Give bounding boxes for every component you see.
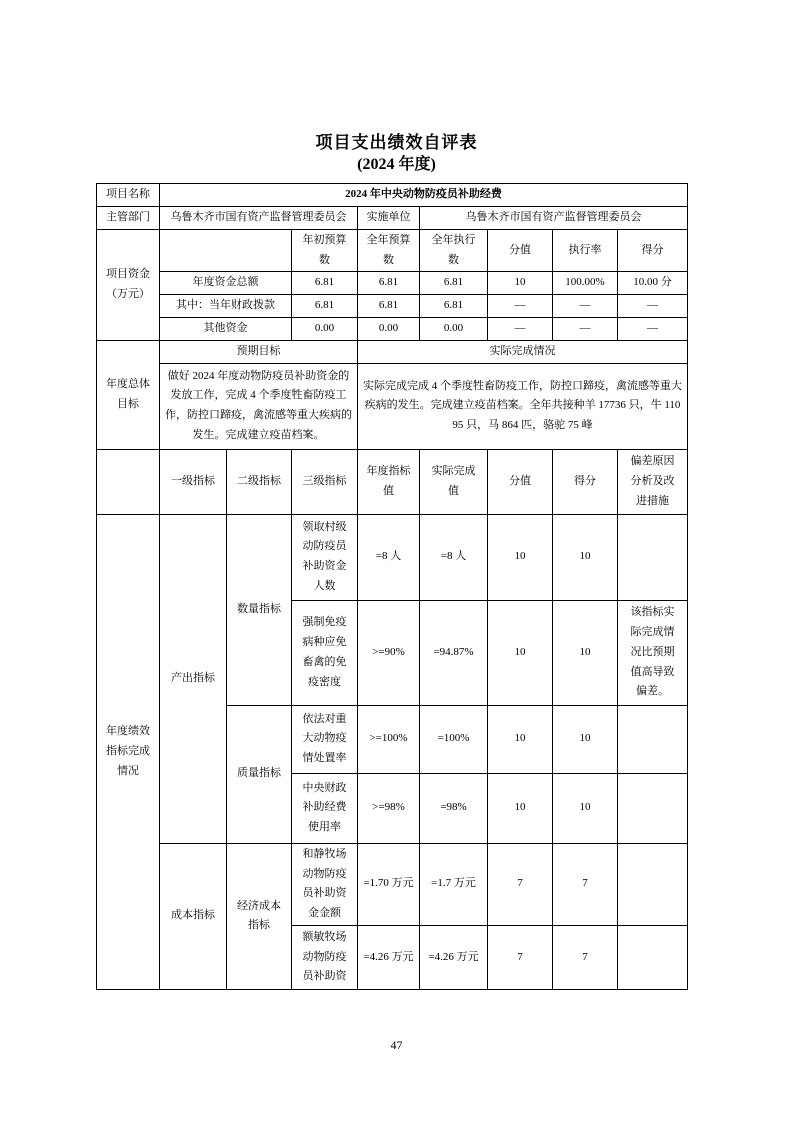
indicator-col-actual — [420, 449, 488, 514]
indicator-name — [292, 843, 358, 925]
department-row — [97, 206, 688, 229]
funds-row-total — [97, 272, 688, 295]
indicator-target: >=100% — [358, 705, 420, 773]
indicator-col-deviation — [618, 449, 688, 514]
project-name-row — [97, 184, 688, 207]
indicator-name-text: 和静牧场动物防疫员补助资金金额 — [302, 847, 347, 920]
indicator-level2-economic-cost-text: 经济成本指标 — [237, 899, 281, 932]
project-name-label: 项目名称 — [97, 184, 160, 207]
funds-initial-budget: 6.81 — [292, 295, 358, 318]
indicator-deviation — [618, 600, 688, 705]
indicator-level1-output: 产出指标 — [160, 514, 227, 843]
funds-execution-rate: 100.00% — [553, 272, 618, 295]
funds-col-annual-budget — [358, 229, 420, 272]
indicator-target: =1.70 万元 — [358, 843, 420, 925]
funds-row-fiscal — [97, 295, 688, 318]
funds-execution-rate: — — [553, 318, 618, 341]
indicator-level1-cost: 成本指标 — [160, 843, 227, 989]
funds-section-label — [97, 229, 160, 340]
goal-expected-header: 预期目标 — [160, 340, 358, 363]
goal-actual-header: 实际完成情况 — [358, 340, 688, 363]
indicator-points: 10 — [488, 773, 553, 843]
indicator-target: >=98% — [358, 773, 420, 843]
indicator-section-label — [97, 514, 160, 989]
indicator-actual: =8 人 — [420, 514, 488, 600]
indicator-level2-quantity: 数量指标 — [227, 514, 292, 705]
goal-section-label — [97, 340, 160, 449]
funds-executed: 6.81 — [420, 272, 488, 295]
funds-initial-budget: 6.81 — [292, 272, 358, 295]
goal-text-row — [97, 363, 688, 449]
self-evaluation-table — [96, 183, 688, 990]
funds-corner-blank — [160, 229, 292, 272]
indicator-corner-blank — [97, 449, 160, 514]
goal-actual-text: 实际完成完成 4 个季度牲畜防疫工作，防控口蹄疫，禽流感等重大疾病的发生。完成建立疫苗档案。全年共接种羊 17736 只，牛 11095 只，马 864 匹，骆驼 75 峰 — [358, 363, 688, 449]
funds-annual-budget: 6.81 — [358, 272, 420, 295]
funds-initial-budget: 0.00 — [292, 318, 358, 341]
funds-score: — — [618, 295, 688, 318]
indicator-points: 10 — [488, 600, 553, 705]
funds-col-annual-budget-text: 全年预算数 — [366, 233, 411, 266]
goal-section-label-text: 年度总体目标 — [106, 378, 150, 410]
page-number: 47 — [390, 1038, 403, 1052]
indicator-actual: =98% — [420, 773, 488, 843]
funds-score: — — [618, 318, 688, 341]
indicator-name — [292, 600, 358, 705]
indicator-score: 10 — [553, 773, 618, 843]
funds-row-name: 其中：当年财政拨款 — [160, 295, 292, 318]
funds-header-row — [97, 229, 688, 272]
page-title: 项目支出绩效自评表 — [315, 133, 478, 152]
indicator-name-text: 额敏牧场动物防疫员补助资 — [302, 930, 347, 983]
goal-header-row — [97, 340, 688, 363]
funds-execution-rate: — — [553, 295, 618, 318]
funds-col-initial-budget-text: 年初预算数 — [302, 233, 347, 266]
indicator-actual: =1.7 万元 — [420, 843, 488, 925]
indicator-col-target — [358, 449, 420, 514]
indicator-deviation — [618, 514, 688, 600]
indicator-row — [97, 843, 688, 925]
indicator-name-text: 强制免疫病种应免畜禽的免疫密度 — [302, 616, 347, 688]
funds-points: — — [488, 295, 553, 318]
indicator-actual: =100% — [420, 705, 488, 773]
indicator-col-points: 分值 — [488, 449, 553, 514]
indicator-name — [292, 705, 358, 773]
indicator-level2-economic-cost — [227, 843, 292, 989]
indicator-header-row — [97, 449, 688, 514]
indicator-actual: =4.26 万元 — [420, 925, 488, 989]
funds-points: 10 — [488, 272, 553, 295]
implement-unit-value: 乌鲁木齐市国有资产监督管理委员会 — [420, 206, 688, 229]
funds-executed: 0.00 — [420, 318, 488, 341]
indicator-name-text: 领取村级动防疫员补助资金人数 — [302, 520, 347, 593]
indicator-actual: =94.87% — [420, 600, 488, 705]
indicator-section-label-text: 年度绩效指标完成情况 — [106, 725, 150, 777]
project-name-value: 2024 年中央动物防疫员补助经费 — [160, 184, 688, 207]
indicator-points: 7 — [488, 925, 553, 989]
indicator-points: 7 — [488, 843, 553, 925]
department-label: 主管部门 — [97, 206, 160, 229]
indicator-col-level2: 二级指标 — [227, 449, 292, 514]
page-subtitle: (2024 年度) — [357, 156, 436, 173]
indicator-score: 10 — [553, 705, 618, 773]
funds-section-label-text: 项目资金（万元） — [106, 268, 150, 300]
indicator-col-deviation-text: 偏差原因分析及改进措施 — [630, 455, 675, 507]
indicator-col-score: 得分 — [553, 449, 618, 514]
indicator-deviation — [618, 843, 688, 925]
indicator-level2-quality: 质量指标 — [227, 705, 292, 843]
indicator-col-level3: 三级指标 — [292, 449, 358, 514]
funds-points: — — [488, 318, 553, 341]
goal-expected-text: 做好 2024 年度动物防疫员补助资金的发放工作，完成 4 个季度牲畜防疫工作，防控口蹄疫，禽流感等重大疾病的发生。完成建立疫苗档案。 — [160, 363, 358, 449]
indicator-deviation — [618, 705, 688, 773]
funds-col-execution-rate: 执行率 — [553, 229, 618, 272]
indicator-col-level1: 一级指标 — [160, 449, 227, 514]
indicator-deviation — [618, 925, 688, 989]
indicator-points: 10 — [488, 705, 553, 773]
funds-col-score: 得分 — [618, 229, 688, 272]
funds-row-name: 年度资金总额 — [160, 272, 292, 295]
indicator-target: =4.26 万元 — [358, 925, 420, 989]
indicator-target: =8 人 — [358, 514, 420, 600]
funds-score: 10.00 分 — [618, 272, 688, 295]
indicator-score: 10 — [553, 514, 618, 600]
funds-row-name: 其他资金 — [160, 318, 292, 341]
funds-col-initial-budget — [292, 229, 358, 272]
indicator-deviation-text: 该指标实际完成情况比预期值高导致偏差。 — [630, 606, 675, 698]
funds-col-executed — [420, 229, 488, 272]
indicator-name — [292, 514, 358, 600]
indicator-name — [292, 925, 358, 989]
indicator-score: 7 — [553, 925, 618, 989]
indicator-name-text: 依法对重大动物疫情处置率 — [302, 712, 347, 765]
indicator-col-target-text: 年度指标值 — [366, 464, 411, 497]
indicator-name-text: 中央财政补助经费使用率 — [302, 781, 347, 834]
indicator-deviation — [618, 773, 688, 843]
funds-col-points: 分值 — [488, 229, 553, 272]
funds-annual-budget: 0.00 — [358, 318, 420, 341]
funds-annual-budget: 6.81 — [358, 295, 420, 318]
indicator-score: 10 — [553, 600, 618, 705]
department-value: 乌鲁木齐市国有资产监督管理委员会 — [160, 206, 358, 229]
funds-row-other — [97, 318, 688, 341]
funds-executed: 6.81 — [420, 295, 488, 318]
funds-col-executed-text: 全年执行数 — [431, 233, 476, 266]
indicator-points: 10 — [488, 514, 553, 600]
indicator-target: >=90% — [358, 600, 420, 705]
indicator-score: 7 — [553, 843, 618, 925]
implement-unit-label: 实施单位 — [358, 206, 420, 229]
indicator-row — [97, 514, 688, 600]
indicator-name — [292, 773, 358, 843]
indicator-col-actual-text: 实际完成值 — [431, 464, 476, 497]
